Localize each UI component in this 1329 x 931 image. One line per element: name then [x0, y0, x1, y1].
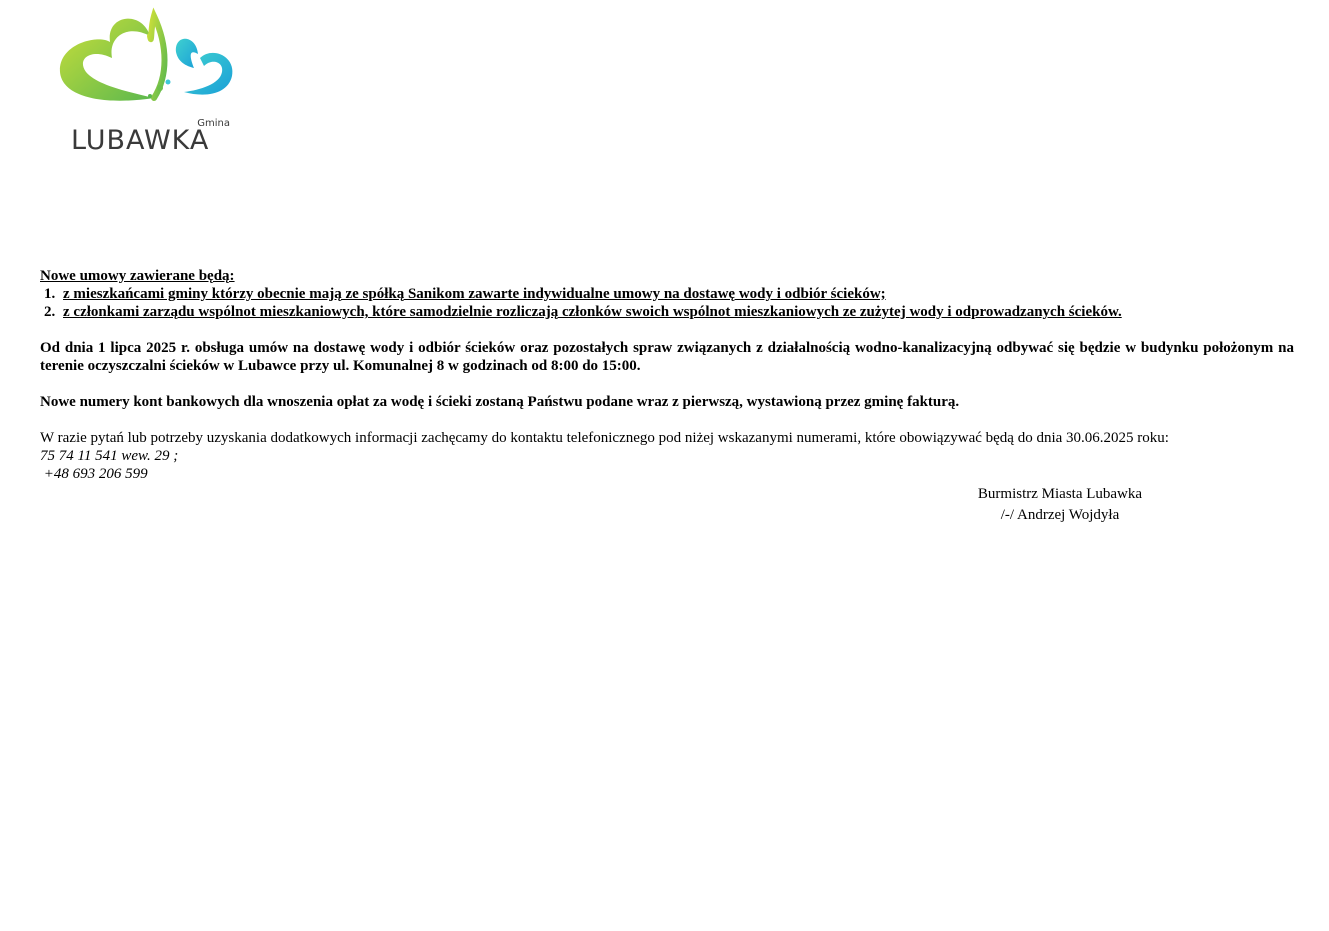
signature-title: Burmistrz Miasta Lubawka	[977, 486, 1143, 502]
contact-info-text: W razie pytań lub potrzeby uzyskania dodatkowych informacji zachęcamy do kontaktu telefonicznego pod niżej wskazanymi numerami, które obowiązywać będą do dnia 30.06.2025 roku:	[40, 430, 1169, 446]
phone-number-mobile: +48 693 206 599	[40, 466, 148, 482]
new-contracts-heading: Nowe umowy zawierane będą:	[40, 268, 235, 284]
signature-block	[960, 484, 1160, 526]
announcement-body	[40, 267, 1294, 483]
signature-name: /-/ Andrzej Wojdyła	[1000, 507, 1120, 523]
logo-word-lubawka: LUBAWKA	[71, 125, 210, 156]
list-item-text: z mieszkańcami gminy którzy obecnie mają ze spółką Sanikom zawarte indywidualne umowy na dostawę wody i odbiór ścieków;	[63, 286, 886, 302]
gmina-lubawka-logo	[50, 6, 250, 156]
list-item-text: z członkami zarządu wspólnot mieszkaniowych, które samodzielnie rozliczają członków swoich wspólnot mieszkaniowych ze zużytej wody i odprowadzanych ścieków.	[63, 304, 1122, 320]
list-item	[40, 285, 1294, 303]
office-hours-paragraph: Od dnia 1 lipca 2025 r. obsługa umów na dostawę wody i odbiór ścieków oraz pozostałych spraw związanych z działalnością wodno-kanalizacyjną odbywać się będzie w budynku położonym na terenie oczyszczalni ścieków w Lubawce przy ul. Komunalnej 8 w godzinach od 8:00 do 15:00.	[40, 340, 1294, 374]
list-item-number: 2.	[44, 304, 56, 320]
butterfly-heart-icon	[60, 16, 233, 101]
bank-accounts-paragraph: Nowe numery kont bankowych dla wnoszenia opłat za wodę i ścieki zostaną Państwu podane wraz z pierwszą, wystawioną przez gminę fakturą.	[40, 394, 960, 410]
list-item	[40, 303, 1294, 321]
list-item-number: 1.	[44, 286, 56, 302]
phone-number-office: 75 74 11 541 wew. 29 ;	[40, 448, 179, 464]
contracts-list	[40, 285, 1294, 321]
logo-word-gmina: Gmina	[197, 118, 230, 129]
